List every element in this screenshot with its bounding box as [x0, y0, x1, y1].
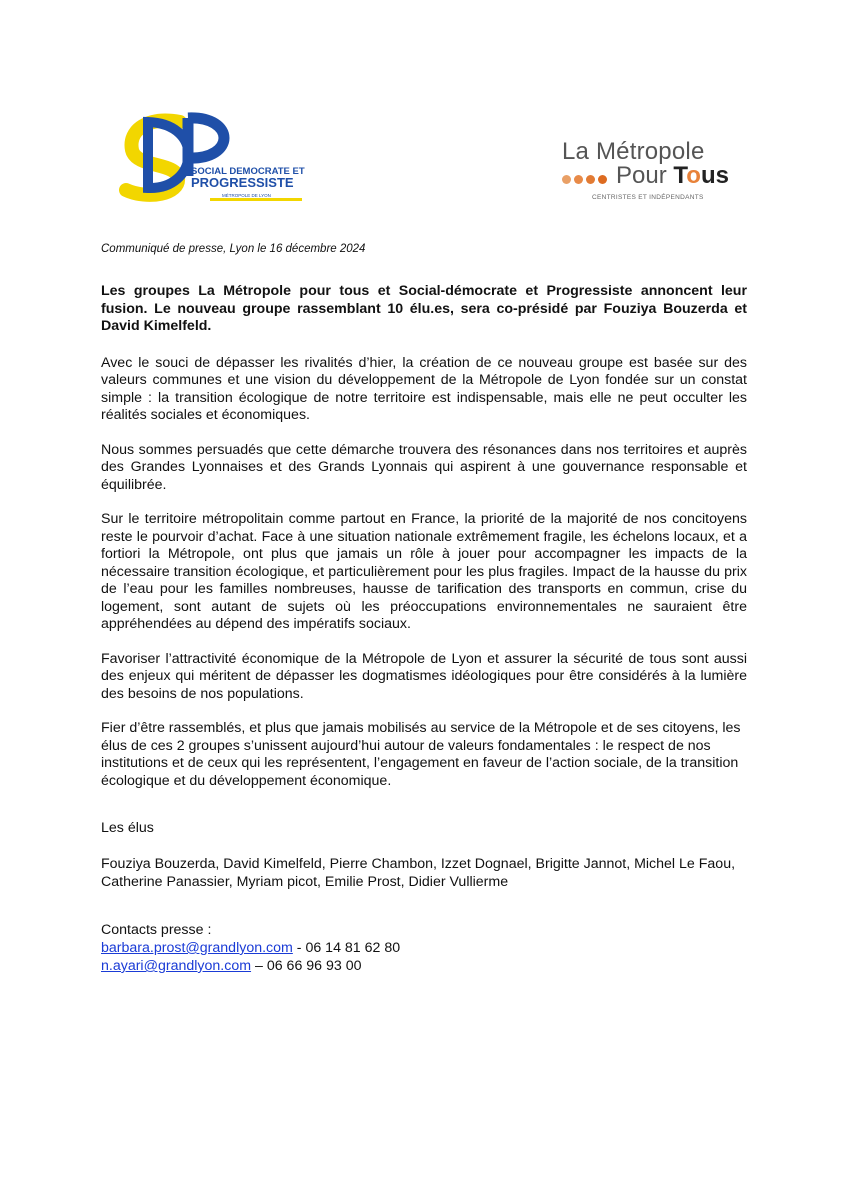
mpt-dot [562, 175, 571, 184]
contact-line [101, 939, 747, 957]
contact-separator: – [251, 958, 267, 974]
mpt-tous-rest: us [700, 162, 729, 189]
sdp-line3: MÉTROPOLE DE LYON [222, 193, 271, 198]
paragraph: Favoriser l’attractivité économique de la Métropole de Lyon et assurer la sécurité de tous sont aussi des enjeux qui méritent de dépasser les dogmatismes idéologiques pour être considérés à la lumière des besoins de nos populations. [101, 650, 747, 702]
mpt-pour: Pour [616, 162, 674, 189]
document-body [101, 243, 747, 975]
paragraph: Nous sommes persuadés que cette démarche trouvera des résonances dans nos territoires et auprès des Grandes Lyonnaises et des Grands Lyonnais qui aspirent à une gouvernance responsable et équilibrée. [101, 441, 747, 493]
signature-label: Les élus [101, 820, 154, 836]
signatories: Fouziya Bouzerda, David Kimelfeld, Pierre Chambon, Izzet Dognael, Brigitte Jannot, Michel Le Faou, Catherine Panassier, Myriam picot, Emilie Prost, Didier Vullierme [101, 856, 736, 890]
mpt-tous-t: T [673, 162, 687, 189]
contact-email-link[interactable]: n.ayari@grandlyon.com [101, 958, 252, 974]
mpt-dots [562, 163, 610, 191]
sdp-logo [118, 110, 318, 210]
sdp-logo-graphic [118, 110, 318, 210]
sdp-line2: PROGRESSISTE [191, 175, 294, 190]
mpt-dot [586, 175, 595, 184]
mpt-line2 [562, 162, 729, 191]
mpt-tous-o: o [686, 162, 701, 189]
dateline: Communiqué de presse, Lyon le 16 décembre 2024 [101, 243, 366, 255]
mpt-dot [574, 175, 583, 184]
mpt-logo [562, 138, 752, 201]
mpt-line3: CENTRISTES ET INDÉPENDANTS [592, 194, 704, 201]
paragraph: Sur le territoire métropolitain comme partout en France, la priorité de la majorité de nos concitoyens reste le pourvoir d’achat. Face à une situation nationale extrêmement fragile, les échelons locaux, et a fortiori la Métropole, ont plus que jamais un rôle à jouer pour accompagner les impacts de la nécessaire transition écologique, et particulièrement pour les plus fragiles. Impact de la hausse du prix de l’eau pour les familles nombreuses, hausse de tarification des transports en commun, crise du logement, sont autant de sujets où les préoccupations environnementales ne sauraient être appréhendées au dépend des impératifs sociaux. [101, 511, 747, 632]
contact-phone: 06 14 81 62 80 [305, 940, 401, 956]
mpt-line1: La Métropole [562, 138, 705, 165]
paragraph: Avec le souci de dépasser les rivalités d’hier, la création de ce nouveau groupe est basée sur des valeurs communes et une vision du développement de la Métropole de Lyon fondée sur un constat simple : la transition écologique de notre territoire est indispensable, mais elle ne peut occulter les réalités sociales et économiques. [101, 354, 747, 423]
paragraph: Fier d’être rassemblés, et plus que jamais mobilisés au service de la Métropole et de ses citoyens, les élus de ces 2 groupes s’unissent aujourd’hui autour de valeurs fondamentales : le respect de nos institutions et de ceux qui les représentent, l’engagement en faveur de l’action sociale, de la transition écologique et du développement économique. [101, 720, 741, 789]
sdp-line1: SOCIAL DEMOCRATE ET [191, 166, 305, 177]
contact-line [101, 957, 747, 975]
contact-email-link[interactable]: barbara.prost@grandlyon.com [101, 940, 293, 956]
contact-phone: 06 66 96 93 00 [266, 958, 362, 974]
contact-separator: - [292, 940, 306, 956]
headline: Les groupes La Métropole pour tous et Social-démocrate et Progressiste annoncent leur fusion. Le nouveau groupe rassemblant 10 élu.es, sera co-présidé par Fouziya Bouzerda et David Kimelfeld. [101, 283, 747, 334]
contacts-title: Contacts presse : [101, 922, 212, 938]
mpt-dot [598, 175, 607, 184]
